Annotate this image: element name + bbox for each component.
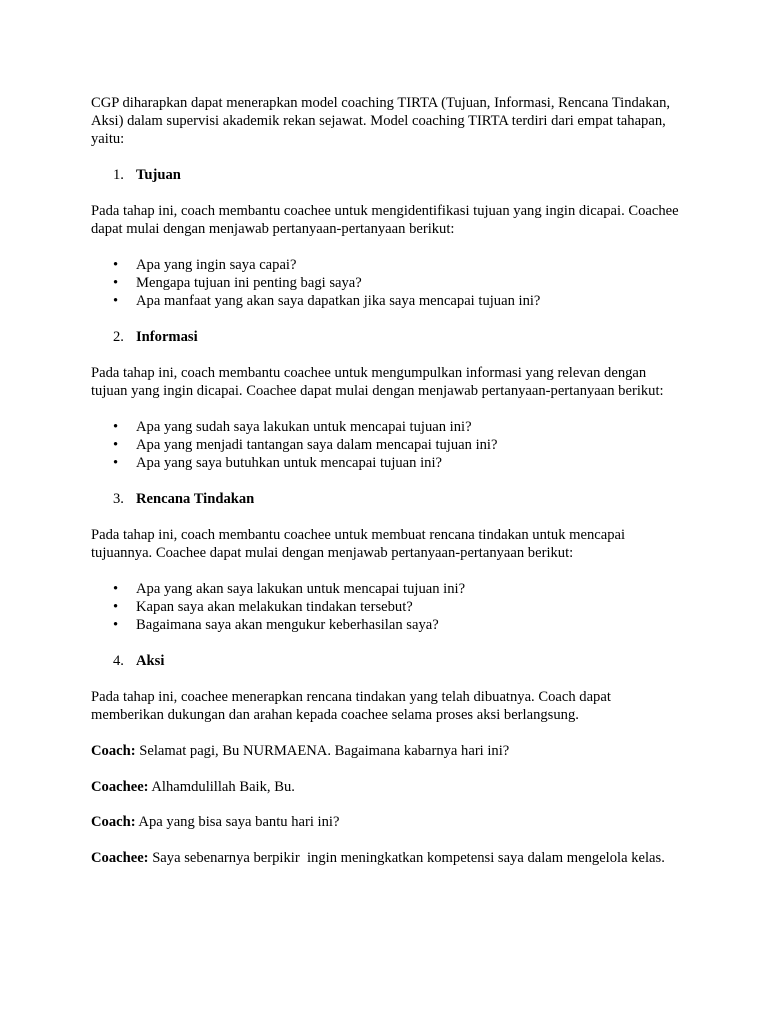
list-item	[91, 418, 681, 436]
list-item	[91, 256, 681, 274]
section-body-aksi: Pada tahap ini, coachee menerapkan rencana tindakan yang telah dibuatnya. Coach dapat memberikan dukungan dan arahan kepada coachee selama proses aksi berlangsung.	[91, 689, 611, 723]
speaker-label: Coach:	[91, 743, 136, 759]
dialogue-line	[91, 778, 681, 796]
list-item	[91, 292, 681, 310]
question-text: Kapan saya akan melakukan tindakan tersebut?	[136, 599, 413, 615]
section-heading-rencana-tindakan	[91, 490, 681, 508]
question-text: Apa yang ingin saya capai?	[136, 257, 297, 273]
question-text: Apa yang akan saya lakukan untuk mencapai tujuan ini?	[136, 581, 466, 597]
question-list-rencana-tindakan	[91, 580, 681, 634]
dialogue-text: Alhamdulillah Baik, Bu.	[148, 778, 295, 795]
section-body-informasi: Pada tahap ini, coach membantu coachee untuk mengumpulkan informasi yang relevan dengan tujuan yang ingin dicapai. Coachee dapat mulai dengan menjawab pertanyaan-pertanyaan berikut:	[91, 365, 664, 399]
dialogue-line	[91, 742, 681, 760]
bullet-icon: •	[113, 257, 119, 273]
bullet-icon: •	[113, 437, 119, 453]
speaker-label: Coachee:	[91, 849, 149, 866]
dialogue-text: Apa yang bisa saya bantu hari ini?	[135, 814, 340, 830]
question-text: Apa yang saya butuhkan untuk mencapai tujuan ini?	[136, 455, 442, 471]
bullet-icon: •	[113, 581, 119, 597]
list-item	[91, 616, 681, 634]
speaker-label: Coach:	[91, 814, 136, 830]
bullet-icon: •	[113, 617, 119, 633]
section-number: 2.	[113, 329, 124, 345]
section-heading-tujuan	[91, 166, 681, 184]
question-list-tujuan	[91, 256, 681, 310]
dialogue-text: Selamat pagi, Bu NURMAENA. Bagaimana kabarnya hari ini?	[135, 743, 510, 759]
dialogue-line	[91, 813, 681, 831]
list-item	[91, 598, 681, 616]
bullet-icon: •	[113, 275, 119, 291]
bullet-icon: •	[113, 419, 119, 435]
section-title: Informasi	[136, 329, 198, 345]
section-body-rencana-tindakan: Pada tahap ini, coach membantu coachee untuk membuat rencana tindakan untuk mencapai tujuannya. Coachee dapat mulai dengan menjawab pertanyaan-pertanyaan berikut:	[91, 527, 626, 561]
section-number: 1.	[113, 167, 124, 183]
question-text: Apa yang menjadi tantangan saya dalam mencapai tujuan ini?	[136, 437, 498, 453]
question-text: Apa manfaat yang akan saya dapatkan jika saya mencapai tujuan ini?	[136, 293, 541, 309]
dialogue-text: Saya sebenarnya berpikir ingin meningkatkan kompetensi saya dalam mengelola kelas.	[148, 849, 665, 866]
bullet-icon: •	[113, 599, 119, 615]
question-text: Apa yang sudah saya lakukan untuk mencapai tujuan ini?	[136, 419, 472, 435]
list-item	[91, 436, 681, 454]
section-body-tujuan: Pada tahap ini, coach membantu coachee untuk mengidentifikasi tujuan yang ingin dicapai. Coachee dapat mulai dengan menjawab pertanyaan-pertanyaan berikut:	[91, 203, 679, 237]
section-title: Rencana Tindakan	[136, 491, 255, 507]
section-title: Tujuan	[136, 167, 181, 183]
section-title: Aksi	[136, 653, 165, 669]
document-body	[91, 94, 681, 884]
section-number: 4.	[113, 653, 124, 669]
list-item	[91, 454, 681, 472]
dialogue-line	[91, 849, 681, 867]
section-heading-aksi	[91, 652, 681, 670]
question-text: Bagaimana saya akan mengukur keberhasilan saya?	[136, 617, 439, 633]
question-list-informasi	[91, 418, 681, 472]
section-heading-informasi	[91, 328, 681, 346]
section-number: 3.	[113, 491, 124, 507]
bullet-icon: •	[113, 293, 119, 309]
intro-paragraph: CGP diharapkan dapat menerapkan model coaching TIRTA (Tujuan, Informasi, Rencana Tindakan, Aksi) dalam supervisi akademik rekan sejawat. Model coaching TIRTA terdiri dari empat tahapan, yaitu:	[91, 95, 671, 147]
list-item	[91, 580, 681, 598]
bullet-icon: •	[113, 455, 119, 471]
list-item	[91, 274, 681, 292]
question-text: Mengapa tujuan ini penting bagi saya?	[136, 275, 362, 291]
speaker-label: Coachee:	[91, 778, 149, 795]
